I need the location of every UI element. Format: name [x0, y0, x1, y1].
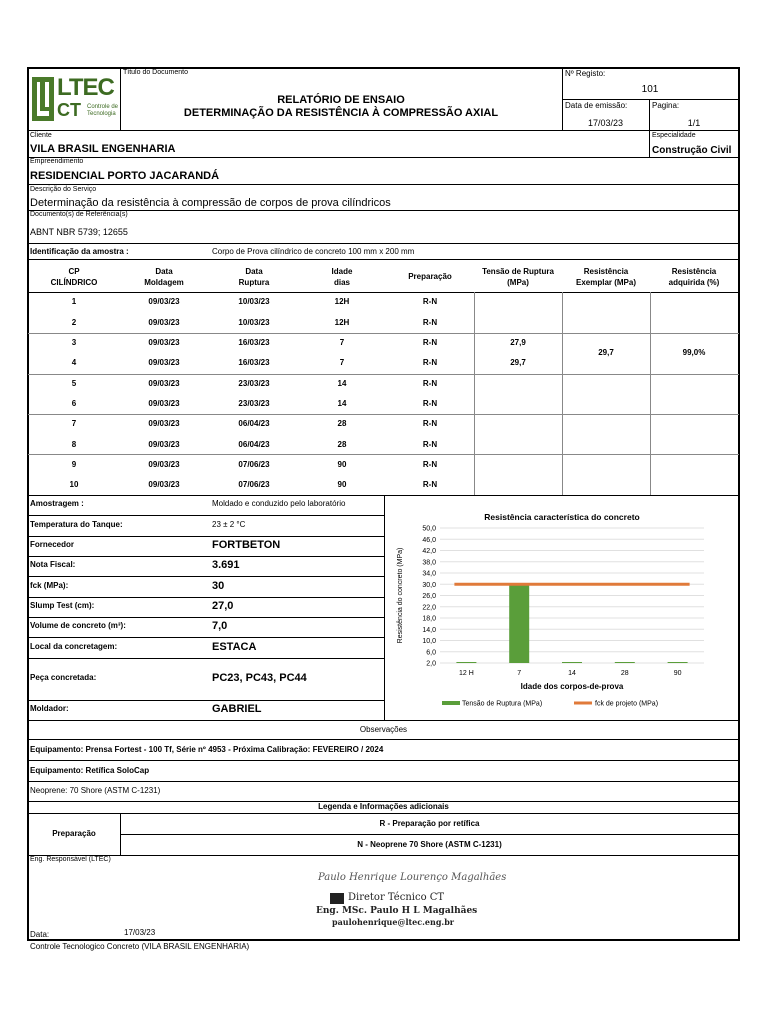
- moldador-label: Moldador:: [30, 704, 69, 713]
- y-tick-label: 46,0: [422, 536, 436, 544]
- cell-ruptura: 07/06/23: [238, 460, 270, 469]
- y-tick-label: 2,0: [426, 660, 436, 668]
- signature-email: paulohenrique@ltec.eng.br: [332, 917, 455, 927]
- cell-preparacao: R-N: [422, 419, 438, 428]
- th-tensao: Tensão de Ruptura (MPa): [482, 267, 554, 287]
- cell-preparacao: R-N: [422, 460, 438, 469]
- cell-cp: 1: [71, 297, 77, 306]
- bar: [668, 662, 688, 663]
- x-tick-label: 90: [673, 670, 682, 677]
- x-tick-label: 7: [517, 670, 522, 677]
- signature-logo-icon: [330, 893, 344, 904]
- volume-label: Volume de concreto (m³):: [30, 621, 126, 630]
- cell-preparacao: R-N: [422, 358, 438, 367]
- amostra-label: Identificação da amostra :: [30, 247, 129, 256]
- exemplar-value: 29,7: [598, 348, 614, 357]
- cell-moldagem: 09/03/23: [148, 318, 180, 327]
- cell-idade: 14: [337, 399, 347, 408]
- th-exemplar: Resistência Exemplar (MPa): [575, 267, 637, 287]
- cell-moldagem: 09/03/23: [148, 379, 180, 388]
- th-ruptura: Data Ruptura: [238, 267, 270, 287]
- bar: [615, 662, 635, 663]
- cell-cp: 7: [71, 419, 77, 428]
- cell-preparacao: R-N: [422, 480, 438, 489]
- report-subtitle: DETERMINAÇÃO DA RESISTÊNCIA À COMPRESSÃO AXIAL: [183, 107, 499, 119]
- cell-ruptura: 07/06/23: [238, 480, 270, 489]
- x-axis-label: Idade dos corpos-de-prova: [520, 682, 624, 691]
- especialidade-value: Construção Civil: [652, 145, 732, 156]
- cell-moldagem: 09/03/23: [148, 338, 180, 347]
- moldador-value: GABRIEL: [212, 703, 262, 715]
- y-tick-label: 42,0: [422, 548, 436, 555]
- eng-label: Eng. Responsável (LTEC): [30, 856, 111, 863]
- referencia-value: ABNT NBR 5739; 12655: [30, 227, 128, 237]
- y-tick-label: 22,0: [422, 604, 436, 612]
- th-cp: CP CILÍNDRICO: [50, 267, 98, 287]
- cell-cp: 3: [71, 338, 77, 347]
- legend-fck: fck de projeto (MPa): [595, 700, 659, 708]
- cell-cp: 6: [71, 399, 77, 408]
- x-tick-label: 14: [568, 670, 576, 677]
- cliente-label: Cliente: [30, 132, 52, 139]
- pagina-label: Pagina:: [652, 101, 680, 110]
- nota-value: 3.691: [212, 559, 240, 571]
- cell-idade: 90: [337, 480, 347, 489]
- legenda-title: Legenda e Informações adicionais: [318, 802, 449, 811]
- empreendimento-value: RESIDENCIAL PORTO JACARANDÁ: [30, 170, 220, 182]
- amostra-value: Corpo de Prova cilíndrico de concreto 100 mm x 200 mm: [212, 247, 415, 256]
- cell-moldagem: 09/03/23: [148, 419, 180, 428]
- cell-idade: 14: [337, 379, 347, 388]
- cell-preparacao: R-N: [422, 440, 438, 449]
- y-tick-label: 26,0: [422, 593, 436, 600]
- cell-idade: 28: [337, 419, 347, 428]
- emissao-label: Data de emissão:: [565, 101, 628, 110]
- cell-idade: 7: [339, 338, 345, 347]
- cell-idade: 28: [337, 440, 347, 449]
- cell-ruptura: 10/03/23: [238, 318, 270, 327]
- y-tick-label: 34,0: [422, 570, 436, 578]
- adquirida-value: 99,0%: [682, 348, 706, 357]
- emissao-value: 17/03/23: [587, 118, 624, 128]
- th-adquirida: Resistência adquirida (%): [668, 267, 720, 287]
- slump-value: 27,0: [212, 600, 234, 612]
- cell-preparacao: R-N: [422, 379, 438, 388]
- logo-sub: Controle de Tecnologia: [87, 104, 119, 117]
- x-tick-label: 12 H: [459, 670, 474, 677]
- servico-value: Determinação da resistência à compressão de corpos de prova cilíndricos: [30, 197, 391, 209]
- cell-ruptura: 16/03/23: [238, 358, 270, 367]
- signature-cursive: Paulo Henrique Lourenço Magalhães: [318, 872, 507, 883]
- data-label: Data:: [30, 930, 50, 939]
- y-tick-label: 10,0: [422, 638, 436, 645]
- y-tick-label: 18,0: [422, 615, 436, 623]
- legenda-r: R - Preparação por retífica: [379, 819, 480, 828]
- signature: [312, 868, 507, 930]
- report-title: RELATÓRIO DE ENSAIO: [277, 94, 405, 106]
- cell-preparacao: R-N: [422, 399, 438, 408]
- cell-ruptura: 06/04/23: [238, 440, 270, 449]
- doc-title-label: Título do Documento: [123, 69, 188, 76]
- signature-name: Eng. MSc. Paulo H L Magalhães: [316, 906, 478, 916]
- cell-ruptura: 06/04/23: [238, 419, 270, 428]
- y-axis-label: Resistência do concreto (MPa): [397, 547, 404, 644]
- signature-role: Diretor Técnico CT: [348, 892, 445, 903]
- bar: [456, 662, 476, 663]
- cell-idade: 90: [337, 460, 347, 469]
- bar: [562, 662, 582, 663]
- x-tick-label: 28: [620, 670, 629, 677]
- registro-value: 101: [641, 84, 659, 95]
- cell-cp: 8: [71, 440, 77, 449]
- local-label: Local da concretagem:: [30, 641, 118, 651]
- obs-line3: Neoprene: 70 Shore (ASTM C-1231): [30, 786, 161, 795]
- cell-tensao: 29,7: [510, 358, 526, 367]
- empreendimento-label: Empreendimento: [30, 158, 84, 165]
- cliente-value: VILA BRASIL ENGENHARIA: [30, 143, 176, 155]
- chart-title: Resistência característica do concreto: [484, 512, 640, 522]
- peca-label: Peça concretada:: [30, 673, 97, 682]
- especialidade-label: Especialidade: [652, 132, 696, 139]
- cell-cp: 5: [71, 379, 77, 388]
- cell-moldagem: 09/03/23: [148, 460, 180, 469]
- fck-label: fck (MPa):: [30, 580, 69, 590]
- amostragem-value: Moldado e conduzido pelo laboratório: [212, 499, 346, 508]
- volume-value: 7,0: [212, 620, 228, 632]
- peca-value: PC23, PC43, PC44: [212, 672, 307, 684]
- cell-moldagem: 09/03/23: [148, 480, 180, 489]
- fornecedor-value: FORTBETON: [212, 539, 281, 551]
- bar: [509, 585, 529, 663]
- th-preparacao: Preparação: [408, 272, 452, 281]
- cell-ruptura: 10/03/23: [238, 297, 270, 306]
- y-tick-label: 38,0: [422, 559, 436, 567]
- cell-ruptura: 23/03/23: [238, 379, 270, 388]
- data-value: 17/03/23: [124, 928, 156, 937]
- legenda-prep-label: Preparação: [52, 829, 96, 838]
- referencia-label: Documento(s) de Referência(s): [30, 211, 128, 218]
- logo-ct: CT: [57, 100, 81, 120]
- y-tick-label: 50,0: [422, 525, 436, 533]
- footer-bottom: Controle Tecnologico Concreto (VILA BRASIL ENGENHARIA): [30, 942, 250, 951]
- cell-moldagem: 09/03/23: [148, 440, 180, 449]
- cell-preparacao: R-N: [422, 318, 438, 327]
- cell-ruptura: 16/03/23: [238, 338, 270, 347]
- cell-preparacao: R-N: [422, 297, 438, 306]
- th-idade: Idade dias: [331, 267, 353, 287]
- fck-value: 30: [212, 579, 225, 592]
- slump-label: Slump Test (cm):: [30, 601, 95, 610]
- cell-cp: 2: [71, 318, 77, 327]
- cell-cp: 10: [69, 480, 79, 489]
- y-tick-label: 14,0: [422, 626, 436, 634]
- y-tick-label: 6,0: [426, 649, 436, 657]
- legend-tensao: Tensão de Ruptura (MPa): [462, 700, 543, 708]
- registro-label: Nº Registo:: [565, 69, 606, 78]
- fornecedor-label: Fornecedor: [30, 540, 75, 549]
- legenda-n: N - Neoprene 70 Shore (ASTM C-1231): [357, 840, 502, 849]
- cell-idade: 12H: [334, 297, 350, 306]
- chart: [386, 497, 738, 719]
- logo-main: LTEC: [57, 74, 114, 101]
- nota-label: Nota Fiscal:: [30, 560, 76, 569]
- cell-cp: 9: [71, 460, 77, 469]
- cell-moldagem: 09/03/23: [148, 358, 180, 367]
- obs-line1: Equipamento: Prensa Fortest - 100 Tf, Série nº 4953 - Próxima Calibração: FEVEREIRO / 2024: [30, 745, 384, 754]
- local-value: ESTACA: [212, 640, 257, 653]
- th-moldagem: Data Moldagem: [144, 267, 184, 287]
- y-tick-label: 30,0: [422, 581, 436, 589]
- cell-moldagem: 09/03/23: [148, 297, 180, 306]
- cell-idade: 12H: [334, 318, 350, 327]
- observacoes-title: Observações: [359, 725, 408, 734]
- cell-moldagem: 09/03/23: [148, 399, 180, 408]
- obs-line2: Equipamento: Retífica SoloCap: [30, 766, 150, 775]
- servico-label: Descrição do Serviço: [30, 186, 97, 193]
- cell-preparacao: R-N: [422, 338, 438, 347]
- ltec-logo: [31, 74, 117, 126]
- cell-tensao: 27,9: [510, 338, 526, 347]
- cell-idade: 7: [339, 358, 345, 367]
- pagina-value: 1/1: [687, 118, 701, 128]
- temp-value: 23 ± 2 °C: [212, 519, 246, 529]
- cell-ruptura: 23/03/23: [238, 399, 270, 408]
- chart-svg: [386, 497, 738, 719]
- cell-cp: 4: [71, 358, 77, 367]
- amostragem-label: Amostragem :: [30, 499, 84, 508]
- temp-label: Temperatura do Tanque:: [30, 519, 123, 529]
